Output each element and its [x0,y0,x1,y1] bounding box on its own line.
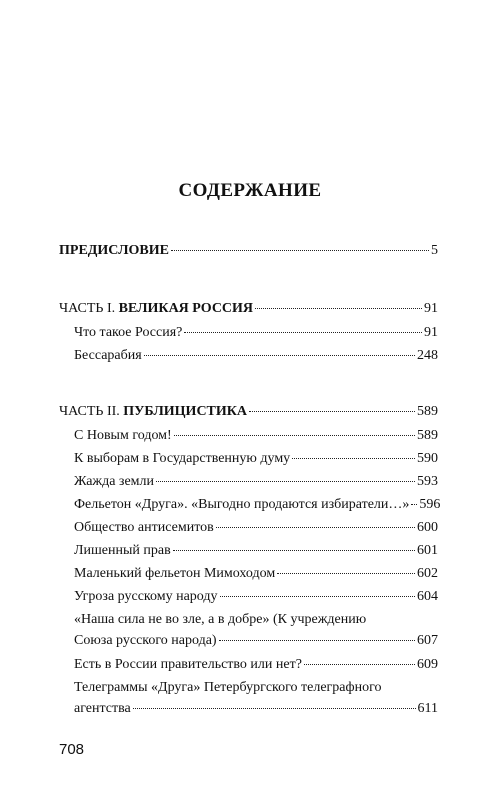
toc-entry-label: Угроза русскому народу [74,589,218,604]
toc-entry-label: К выборам в Государственную думу [74,451,291,466]
toc-page-number: 604 [417,589,438,604]
dot-leader [292,457,415,459]
toc-page-number: 596 [419,497,441,512]
toc-page-number: 593 [417,474,438,489]
toc-entry[interactable] [0,471,500,492]
toc-entry[interactable] [0,609,500,651]
toc-entry[interactable] [0,677,500,719]
toc-entry[interactable] [0,563,500,584]
dot-leader [411,503,417,505]
page-number: 708 [59,741,85,758]
toc-entry-label: ПРЕДИСЛОВИЕ [59,243,169,258]
toc-entry[interactable] [0,345,500,366]
toc-part-2[interactable] [0,401,500,422]
dot-leader [249,410,415,412]
toc-entry[interactable] [0,448,500,469]
dot-leader [171,249,429,251]
dot-leader [173,549,415,551]
toc-page-number: 601 [417,543,438,558]
toc-entry-label: Союза русского народа) [74,633,217,648]
toc-entry-label: Бессарабия [74,348,142,363]
dot-leader [174,434,415,436]
toc-entry-label: Лишенный прав [74,543,171,558]
toc-part-label [59,298,253,319]
toc-entry-label-line1: «Наша сила не во зле, а в добре» (К учреждению [74,612,367,627]
toc-entry-label: Маленький фельетон Мимоходом [74,566,276,581]
toc-page-number: 607 [417,633,438,648]
toc-entry-label: Что такое Россия? [74,325,183,340]
toc-page-number: 589 [417,404,438,419]
part-title: ПУБЛИЦИСТИКА [123,404,248,419]
toc-entry[interactable] [0,494,500,515]
toc-entry-label: С Новым годом! [74,428,172,443]
dot-leader [304,663,415,665]
toc-entry-label-line1: Телеграммы «Друга» Петербургского телеграфного [74,680,382,695]
dot-leader [277,572,415,574]
toc-page-number: 600 [417,520,438,535]
toc-page-number: 91 [424,325,438,340]
toc-entry[interactable] [0,540,500,561]
toc-page-number: 611 [417,701,438,716]
toc-entry[interactable] [0,654,500,675]
toc-part-label [59,401,247,422]
dot-leader [144,354,415,356]
page-title: СОДЕРЖАНИЕ [178,180,322,201]
toc-entry-label: Жажда земли [74,474,155,489]
dot-leader [156,480,415,482]
toc-part-1[interactable] [0,298,500,319]
dot-leader [216,526,415,528]
dot-leader [133,707,416,709]
dot-leader [220,595,415,597]
toc-entry-label: Общество антисемитов [74,520,214,535]
toc-entry-label: Есть в России правительство или нет? [74,657,302,672]
toc-entry-label: агентства [74,701,131,716]
part-prefix: ЧАСТЬ II. [59,404,120,419]
toc-page-number: 91 [424,301,438,316]
toc-page-number: 590 [417,451,438,466]
toc-entry[interactable] [0,425,500,446]
dot-leader [255,307,422,309]
toc-page-number: 5 [431,243,438,258]
part-title: ВЕЛИКАЯ РОССИЯ [118,301,254,316]
dot-leader [219,639,415,641]
part-prefix: ЧАСТЬ I. [59,301,116,316]
toc-entry[interactable] [0,322,500,343]
toc-entry[interactable] [0,586,500,607]
toc-page-number: 609 [417,657,438,672]
toc-page-number: 589 [417,428,438,443]
toc-entry-preface[interactable] [0,240,500,261]
dot-leader [184,331,422,333]
toc-entry[interactable] [0,517,500,538]
toc-entry-label: Фельетон «Друга». «Выгодно продаются избиратели…» [74,497,410,512]
toc-page-number: 248 [417,348,438,363]
toc-page-number: 602 [417,566,438,581]
